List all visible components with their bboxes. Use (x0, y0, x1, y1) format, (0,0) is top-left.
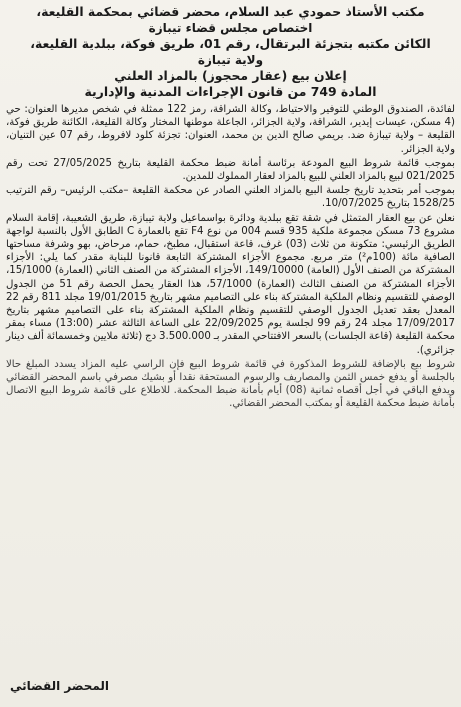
jurisdiction-line: اختصاص مجلس قضاء تيبازة (148, 21, 313, 35)
province-line: ولاية تيبازة (197, 53, 264, 67)
bailiff-office-line: مكتب الأستاذ حمودي عبد السلام، محضر قضائي بمحكمة القليعة، (36, 4, 425, 19)
notice-header (6, 4, 455, 100)
conditions-deposit-paragraph: بموجب قائمة شروط البيع المودعة برئاسة أمانة ضبط محكمة القليعة بتاريخ 27/05/2025 تحت رقم 021/2025 لبيع بالمزاد العلني للبيع بالمزاد لعقار المملوك للمدين. (6, 157, 456, 183)
property-description-paragraph: نعلن عن بيع العقار المتمثل في شقة تقع ببلدية ودائرة بواسماعيل ولاية تيبازة، طريق الشعيبة، إقامة السلام مشروع 73 مسكن مجموعة ملكية 935 قسم 004 من نوع F4 تقع بالعمارة C الطابق الأول بالنسبة لواجهة الطريق الرئيسي: متكونة من ثلاث (03) غرف، قاعة استقبال، مطبخ، حمام، مرحاض، بهو وشرفة مساحتها الصافية مائة (100م²) متر مربع. مجموع الأجزاء المشتركة التابعة قانونا للبناية مقدر كما يلي: الأجزاء المشتركة من الصنف الأول (العامة) 149/10000، الأجزاء المشتركة من الصنف الثاني (العمارة) 15/1000، الأجزاء المشتركة من الصنف الثالث (العمارة) 57/1000، هذا العقار يحمل الحصة رقم 51 من الجدول الوصفي للتقسيم ونظام الملكية المشتركة بناء على التصاميم مشهر بتاريخ 19/01/2015 مجلد 811 رقم 22 المعدل بعقد تعديل الجدول الوصفي للتقسيم ونظام الملكية المشتركة بناء على التصاميم مشهر بتاريخ 17/09/2017 مجلد 24 رقم 99 لجلسة يوم 22/09/2025 على الساعة الثالثة عشر (13:00) مساء بمقر محكمة القليعة (قاعة الجلسات) بالسعر الافتتاحي المقدر بـ 3.500.000 دج (ثلاثة ملايين وخمسمائة ألف دينار جزائري). (6, 212, 456, 356)
parties-paragraph: لفائدة، الصندوق الوطني للتوفير والاحتياط، وكالة الشراقة، رمز 122 ممثلة في شخص مديرها العنوان: حي (4 مسكن، عيسات إيدير، الشراقة، ولاية الجزائر، الجاعلة موطنها المختار وكالة القليعة، الكائنة طريق فوكة، القليعة – ولاية تيبازة ضد. بريمي صالح الدين بن محمد، العنوان: تجزئة كلود لافروط، رقم 07 عين التنيان، ولاية الجزائر. (6, 104, 455, 155)
bailiff-signature-label: المحضر القضائي (10, 679, 110, 693)
office-address-line: الكائن مكتبه بتجزئة البرتقال، رقم 01، طريق فوكة، ببلدية القليعة، (30, 36, 431, 51)
legal-article-line: المادة 749 من قانون الإجراءات المدنية والإدارية (84, 84, 377, 99)
notice-title: إعلان بيع (عقار محجوز) بالمزاد العلني (114, 68, 347, 83)
court-order-paragraph: بموجب أمر بتحديد تاريخ جلسة البيع بالمزاد العلني الصادر عن محكمة القليعة –مكتب الرئيس– رقم الترتيب 1528/25 بتاريخ 10/07/2025. (6, 185, 455, 210)
sale-conditions-paragraph: شروط بيع بالإضافة للشروط المذكورة في قائمة شروط البيع فإن الراسي عليه المزاد يسدد المبلغ حالا بالجلسة أو يدفع خمس الثمن والمصاريف والرسوم المستحقة نقدا أو بشيك مصرفي باسم المحضر القضائي ويدفع الباقي في أجل أقصاه ثمانية (08) أيام بأمانة ضبط المحكمة. للاطلاع على قائمة شروط البيع الاتصال بأمانة ضبط محكمة القليعة أو بمكتب المحضر القضائي. (6, 358, 455, 410)
notice-body (6, 103, 455, 411)
